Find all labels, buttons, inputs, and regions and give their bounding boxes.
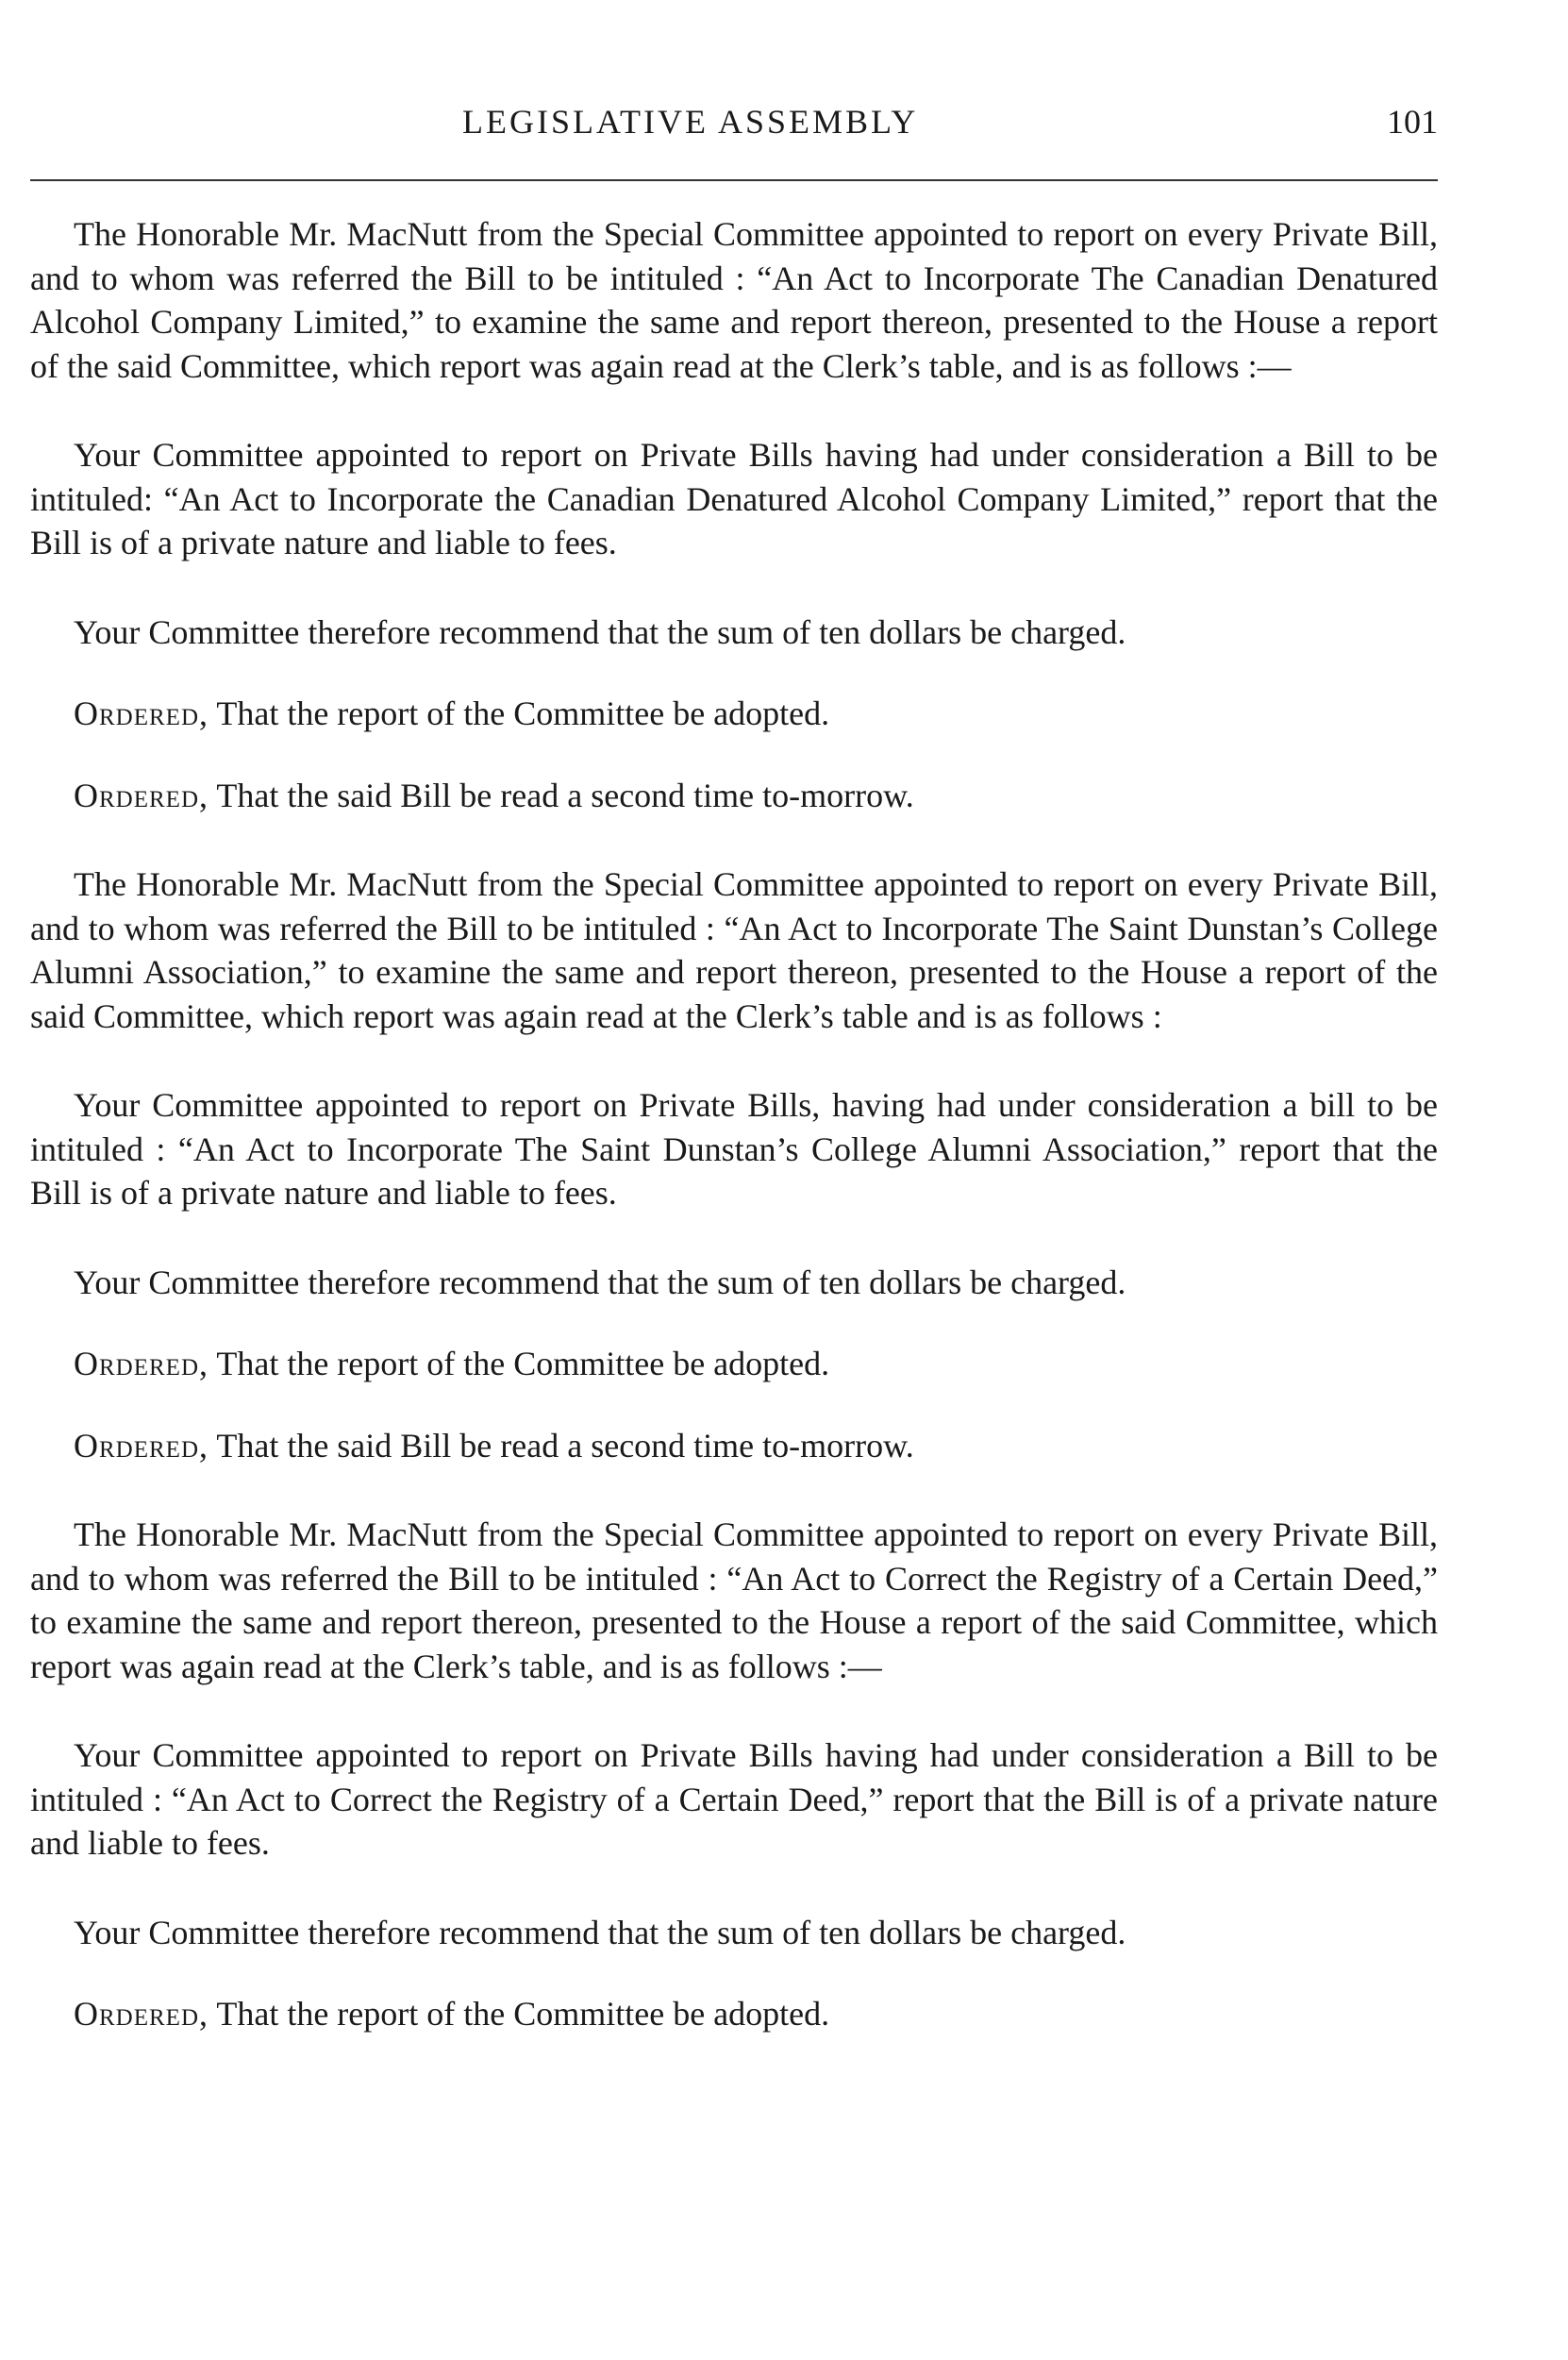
page-number: 101: [1387, 103, 1438, 141]
paragraph-text: Your Committee therefore recommend that the sum of ten dollars be charged.: [74, 612, 1126, 651]
paragraph-fee-recommendation-3: [30, 1911, 1438, 1955]
paragraph-committee-finding-2: [30, 1083, 1438, 1215]
body-text: [30, 212, 1438, 2074]
paragraph-text: That the said Bill be read a second time to-morrow.: [209, 1426, 914, 1465]
paragraph-committee-report-1: [30, 212, 1438, 388]
header-rule: [30, 179, 1438, 181]
ordered-label: Ordered,: [74, 776, 209, 814]
paragraph-text: That the said Bill be read a second time to-morrow.: [209, 776, 914, 814]
paragraph-fee-recommendation-2: [30, 1261, 1438, 1305]
paragraph-text: That the report of the Committee be adopted.: [209, 1345, 830, 1382]
paragraph-order-second-reading-2: [30, 1424, 1438, 1468]
ordered-label: Ordered,: [74, 695, 209, 732]
paragraph-order-second-reading-1: [30, 774, 1438, 818]
ordered-label: Ordered,: [74, 1426, 209, 1465]
paragraph-fee-recommendation-1: [30, 611, 1438, 655]
paragraph-text: That the report of the Committee be adopted.: [209, 695, 830, 732]
page-header: [0, 102, 1568, 149]
paragraph-text: Your Committee therefore recommend that the sum of ten dollars be charged.: [74, 1263, 1126, 1301]
paragraph-order-adopt-2: [30, 1342, 1438, 1386]
paragraph-committee-finding-3: [30, 1733, 1438, 1866]
paragraph-text: Your Committee therefore recommend that the sum of ten dollars be charged.: [74, 1913, 1126, 1951]
ordered-label: Ordered,: [74, 1345, 209, 1382]
paragraph-order-adopt-1: [30, 692, 1438, 736]
paragraph-text: The Honorable Mr. MacNutt from the Special Committee appointed to report on every Private Bill, and to whom was referred the Bill to be intituled : “An Act to Incorporate The Saint Dunstan’s College Alumni Association,” to examine the same and report thereon, presented to the House a report of the said Committee, which report was again read at the Clerk’s table and is as follows :: [30, 865, 1438, 1035]
paragraph-committee-finding-1: [30, 433, 1438, 565]
paragraph-text: That the report of the Committee be adopted.: [209, 1995, 830, 2033]
page-title: LEGISLATIVE ASSEMBLY: [462, 103, 919, 141]
paragraph-text: Your Committee appointed to report on Private Bills, having had under consideration a bill to be intituled : “An Act to Incorporate The Saint Dunstan’s College Alumni Association,” report that the Bill is of a private nature and liable to fees.: [30, 1086, 1438, 1212]
paragraph-text: The Honorable Mr. MacNutt from the Special Committee appointed to report on every Private Bill, and to whom was referred the Bill to be intituled : “An Act to Incorporate The Canadian Denatured Alcohol Company Limited,” to examine the same and report thereon, presented to the House a report of the said Committee, which report was again read at the Clerk’s table, and is as follows :—: [30, 215, 1438, 385]
paragraph-text: Your Committee appointed to report on Private Bills having had under consideration a Bill to be intituled : “An Act to Correct the Registry of a Certain Deed,” report that the Bill is of a private nature and liable to fees.: [30, 1736, 1438, 1862]
paragraph-text: Your Committee appointed to report on Private Bills having had under consideration a Bill to be intituled: “An Act to Incorporate the Canadian Denatured Alcohol Company Limited,” report that the Bill is of a private nature and liable to fees.: [30, 436, 1438, 561]
paragraph-text: The Honorable Mr. MacNutt from the Special Committee appointed to report on every Private Bill, and to whom was referred the Bill to be intituled : “An Act to Correct the Registry of a Certain Deed,” to examine the same and report thereon, presented to the House a report of the said Committee, which report was again read at the Clerk’s table, and is as follows :—: [30, 1515, 1438, 1685]
paragraph-order-adopt-3: [30, 1992, 1438, 2036]
ordered-label: Ordered,: [74, 1995, 209, 2033]
paragraph-committee-report-3: [30, 1513, 1438, 1688]
paragraph-committee-report-2: [30, 862, 1438, 1038]
